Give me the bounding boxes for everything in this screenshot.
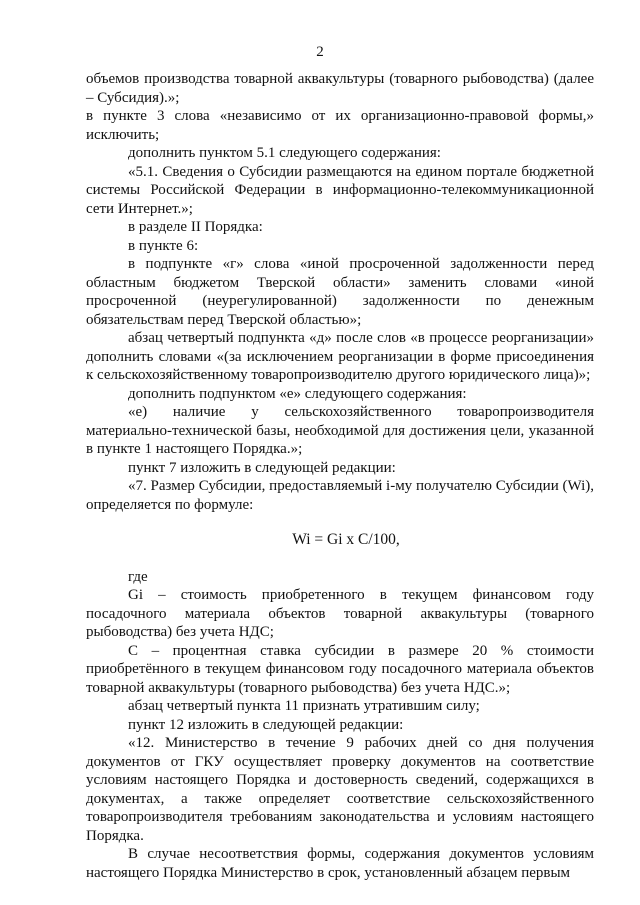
paragraph: пункт 7 изложить в следующей редакции: bbox=[128, 459, 396, 476]
paragraph: в пункте 3 слова «независимо от их организационно-правовой формы,» исключить; bbox=[86, 108, 594, 143]
paragraph: «7. Размер Субсидии, предоставляемый i-му получателю Субсидии (Wi), определяется по формуле: bbox=[86, 478, 594, 513]
page-number: 2 bbox=[316, 44, 324, 60]
paragraph: В случае несоответствия формы, содержания документов условиям настоящего Порядка Министерство в срок, установленный абзацем первым bbox=[86, 846, 594, 881]
paragraph: Gi – стоимость приобретенного в текущем финансовом году посадочного материала объектов товарной аквакультуры (товарного рыбоводства) без учета НДС; bbox=[86, 587, 594, 640]
document-body bbox=[86, 70, 594, 882]
paragraphs-before-formula bbox=[86, 70, 594, 514]
formula: Wi = Gi x C/100, bbox=[292, 531, 400, 548]
paragraph: «12. Министерство в течение 9 рабочих дней со дня получения документов от ГКУ осуществляет проверку документов на соответствие условиям настоящего Порядка и достоверность сведений, содержащихся в документах, а также определяет соответствие сельскохозяйственного товаропроизводителя требованиям законодательства и условиям настоящего Порядка. bbox=[86, 735, 594, 844]
paragraph: пункт 12 изложить в следующей редакции: bbox=[128, 716, 404, 733]
paragraph: в подпункте «г» слова «иной просроченной задолженности перед областным бюджетом Тверской области» заменить словами «иной просроченной (неурегулированной) задолженности по денежным обязательствам перед Тверской областью»; bbox=[86, 256, 594, 328]
paragraph: дополнить подпунктом «е» следующего содержания: bbox=[128, 385, 467, 402]
paragraph: абзац четвертый пункта 11 признать утратившим силу; bbox=[128, 698, 480, 714]
paragraph: дополнить пунктом 5.1 следующего содержания: bbox=[128, 145, 441, 161]
paragraph: абзац четвертый подпункта «д» после слов «в процессе реорганизации» дополнить словами «(за исключением реорганизации в форме присоединения к сельскохозяйственному товаропроизводителю другого юридического лица)»; bbox=[86, 330, 594, 383]
paragraph: в пункте 6: bbox=[128, 237, 199, 254]
paragraph: «5.1. Сведения о Субсидии размещаются на едином портале бюджетной системы Российской Федерации в информационно-телекоммуникационной сети Интернет.»; bbox=[86, 163, 594, 217]
paragraph: «е) наличие у сельскохозяйственного товаропроизводителя материально-технической базы, необходимой для достижения цели, указанной в пункте 1 настоящего Порядка.»; bbox=[86, 404, 594, 457]
paragraph: объемов производства товарной аквакультуры (товарного рыбоводства) (далее – Субсидия).»; bbox=[86, 71, 594, 106]
paragraphs-after-formula bbox=[86, 568, 594, 883]
paragraph: где bbox=[128, 568, 148, 585]
paragraph: в разделе II Порядка: bbox=[128, 219, 263, 235]
paragraph: С – процентная ставка субсидии в размере 20 % стоимости приобретённого в текущем финансовом году посадочного материала объектов товарной аквакультуры (товарного рыбоводства) без учета НДС.»; bbox=[86, 642, 594, 696]
